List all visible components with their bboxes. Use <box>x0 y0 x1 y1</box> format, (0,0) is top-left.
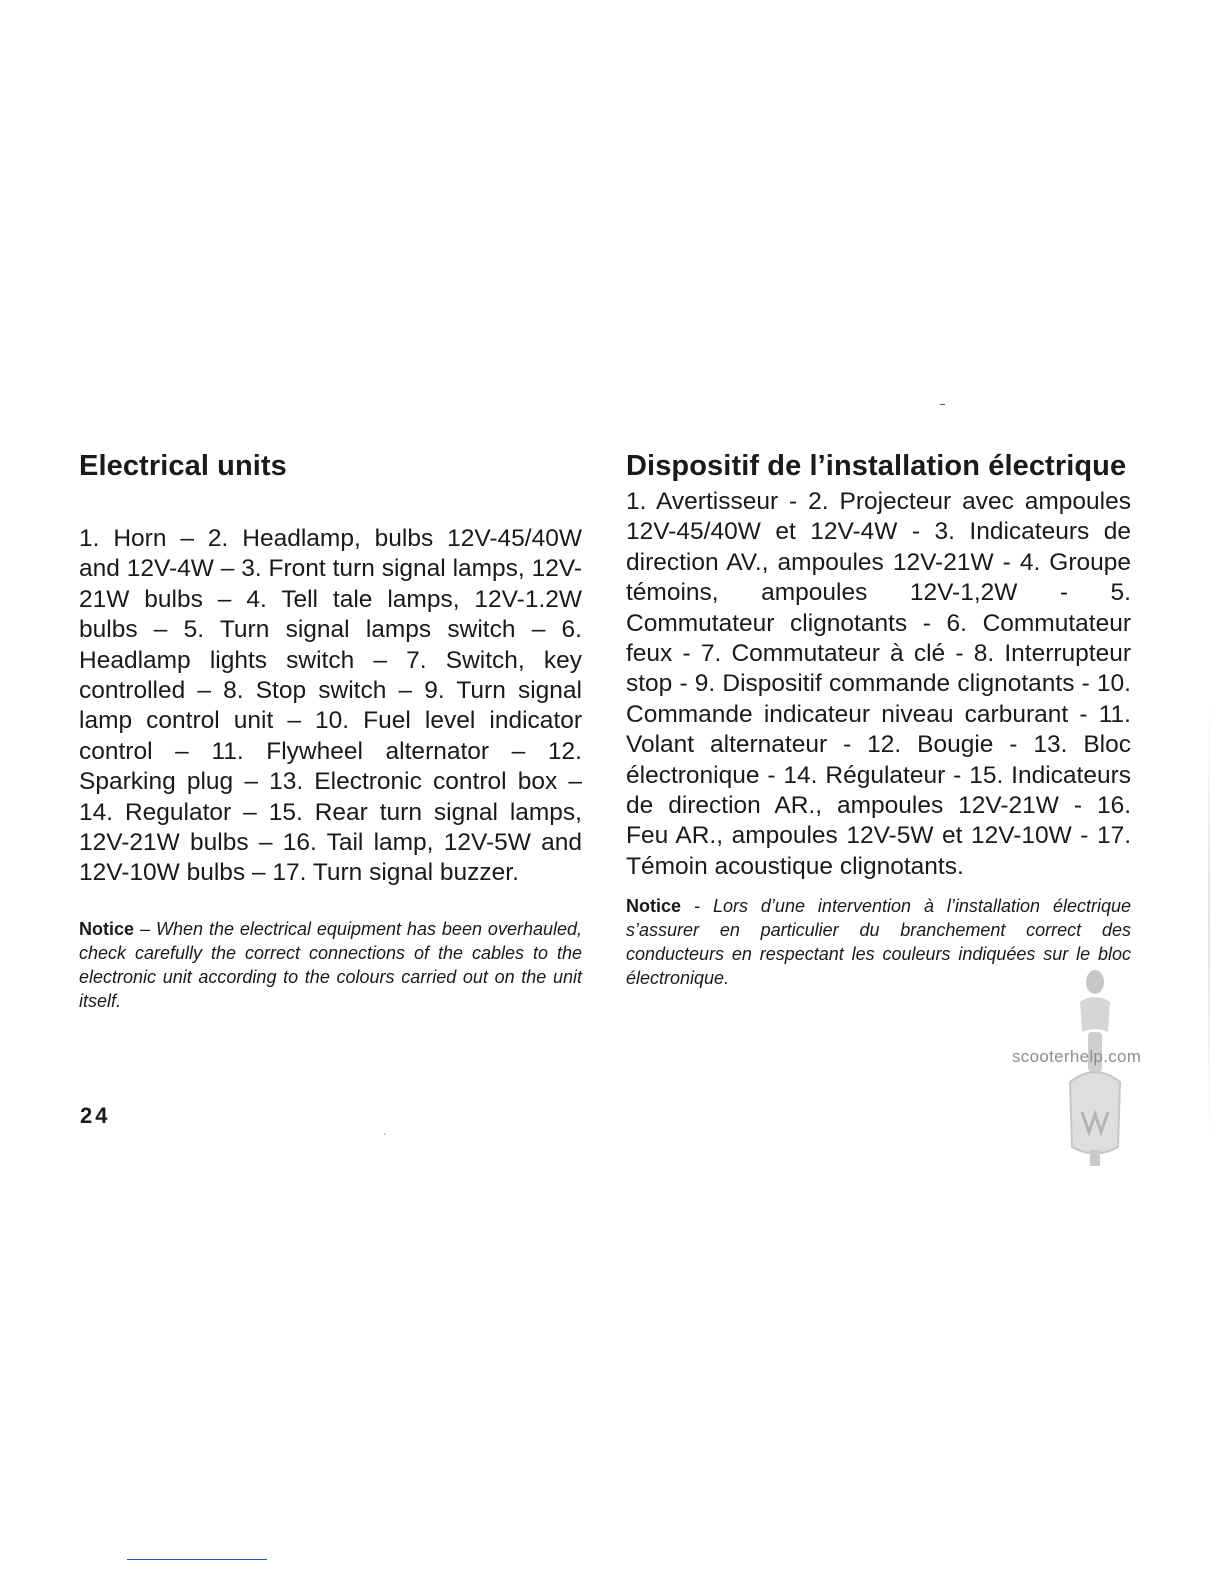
french-column <box>626 446 1131 1008</box>
english-notice <box>79 917 582 1013</box>
scooter-watermark-icon <box>1052 962 1138 1172</box>
french-parts-list: 1. Avertisseur - 2. Projecteur avec ampoules 12V-45/40W et 12V-4W - 3. Indicateurs de direction AV., ampoules 12V-21W - 4. Groupe témoins, ampoules 12V-1,2W - 5. Commutateur clignotants - 6. Commutateur feux - 7. Commutateur à clé - 8. Interrupteur stop - 9. Dispositif commande clignotants - 10. Commande indicateur niveau carburant - 11. Volant alternateur - 12. Bougie - 13. Bloc électronique - 14. Régulateur - 15. Indicateurs de direction AR., ampoules 12V-21W - 16. Feu AR., ampoules 12V-5W et 12V-10W - 17. Témoin acoustique clignotants. <box>626 488 1131 880</box>
english-heading: Electrical units <box>79 450 287 482</box>
english-parts-list: 1. Horn – 2. Headlamp, bulbs 12V-45/40W and 12V-4W – 3. Front turn signal lamps, 12V-21W bulbs – 4. Tell tale lamps, 12V-1.2W bulbs – 5. Turn signal lamps switch – 6. Headlamp lights switch – 7. Switch, key controlled – 8. Stop switch – 9. Turn signal lamp control unit – 10. Fuel level indicator control – 11. Flywheel alternator – 12. Sparking plug – 13. Electronic control box – 14. Regulator – 15. Rear turn signal lamps, 12V-21W bulbs – 16. Tail lamp, 12V-5W and 12V-10W bulbs – 17. Turn signal buzzer. <box>79 525 582 887</box>
page-number: 24 <box>80 1103 111 1128</box>
french-heading: Dispositif de l’installation électrique <box>626 450 1127 482</box>
french-notice-label: Notice <box>626 896 682 917</box>
french-notice-text: - Lors d’une intervention à l’installation électrique s’assurer en particulier du branchement correct des conducteurs en respectant les couleurs indiquées sur le bloc électronique. <box>626 896 1131 989</box>
english-column <box>79 446 582 1031</box>
scan-edge-shadow <box>1208 700 1210 1140</box>
scan-mark <box>940 404 945 405</box>
english-notice-text: – When the electrical equipment has been overhauled, check carefully the correct connections of the cables to the electronic unit according to the colours carried out on the unit itself. <box>79 918 582 1011</box>
watermark-text: scooterhelp.com <box>1012 1047 1142 1066</box>
scan-speck <box>384 1133 386 1135</box>
bottom-rule <box>127 1559 267 1560</box>
english-notice-label: Notice <box>79 918 135 939</box>
